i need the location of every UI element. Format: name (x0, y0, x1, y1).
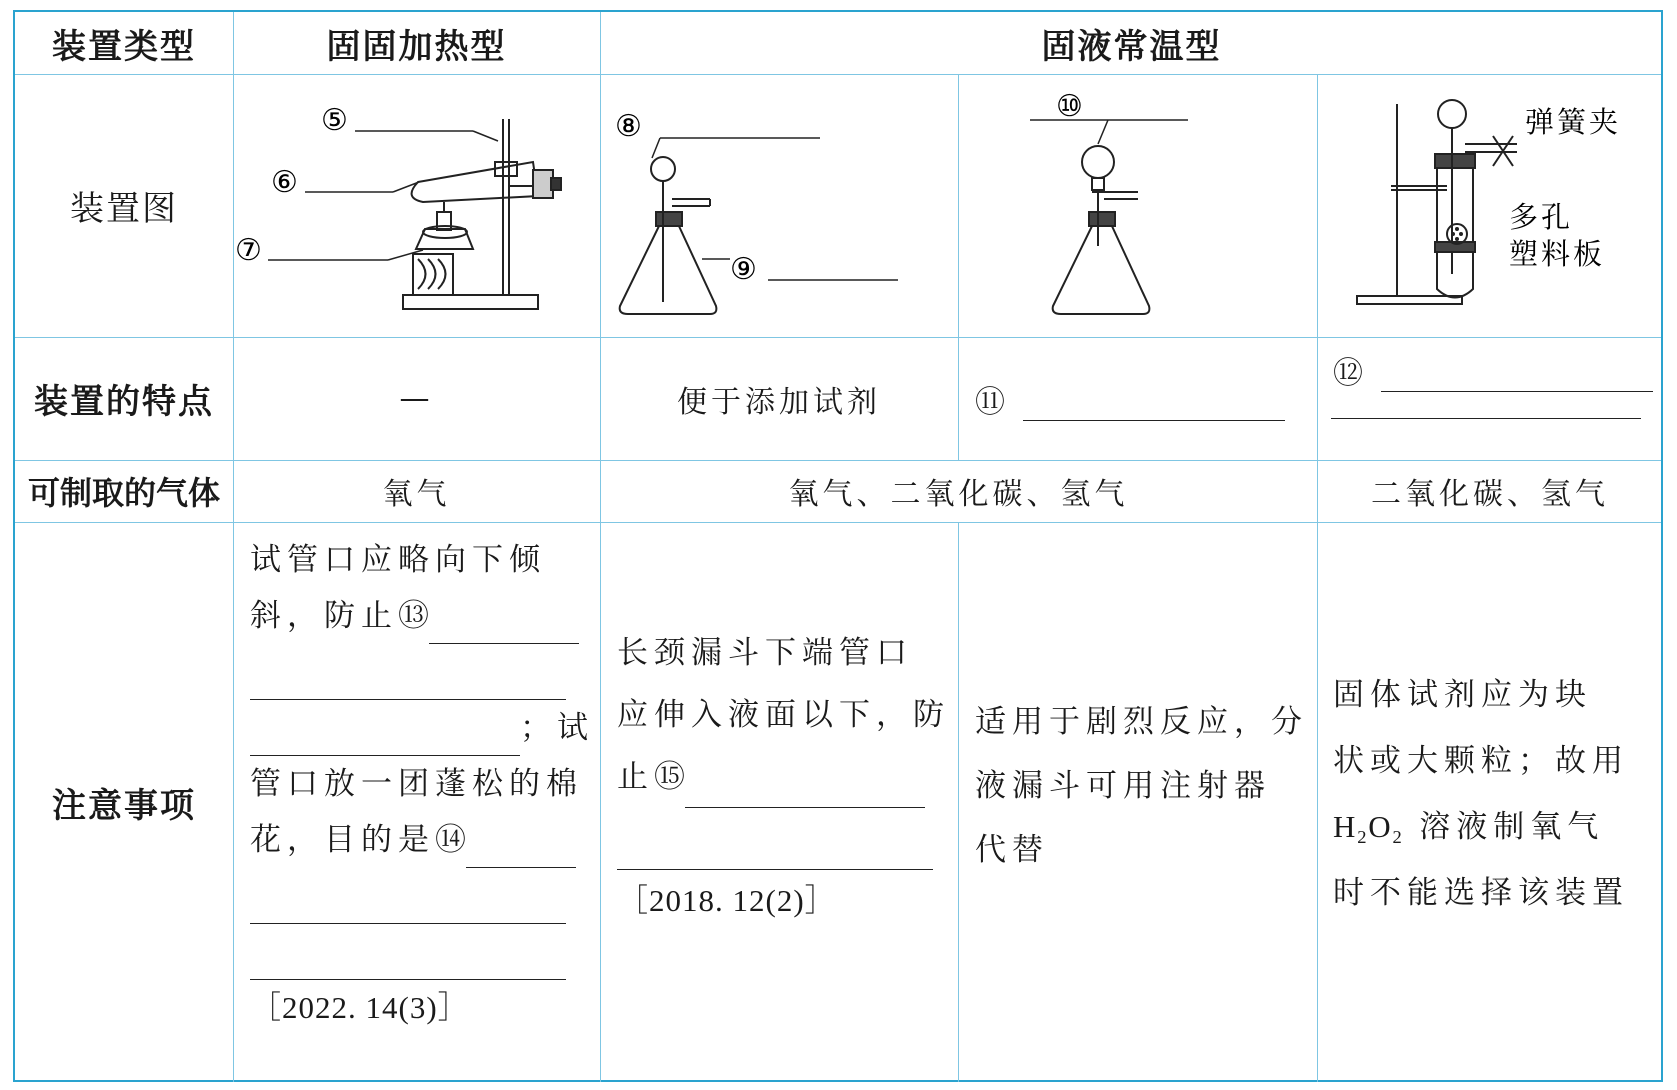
apparatus-table (13, 10, 1663, 1082)
note-num-14: ⑭ (435, 822, 466, 858)
label-7: ⑦ (235, 233, 262, 268)
notes-col2 (617, 622, 950, 932)
note-num-13: ⑬ (398, 598, 429, 634)
notes-col3 (975, 690, 1310, 882)
feature-col4 (1333, 348, 1653, 392)
answer-blank (250, 725, 520, 756)
note-line: 液漏斗可用注射器 (975, 768, 1271, 804)
note-text: 止 (617, 759, 654, 795)
note-line: 固体试剂应为块 (1333, 677, 1592, 713)
notes-col1 (250, 532, 594, 1036)
answer-blank (250, 669, 566, 700)
label-5: ⑤ (321, 103, 348, 138)
gas-col1: 氧气 (382, 477, 451, 512)
label-9: ⑨ (730, 252, 757, 287)
row-label-gas: 可制取的气体 (27, 474, 220, 512)
note-num-15: ⑮ (654, 759, 685, 795)
label-porous-1: 多孔 (1509, 200, 1574, 234)
answer-blank (685, 777, 925, 808)
col-divider (958, 522, 959, 1082)
header-solid-heating: 固固加热型 (326, 26, 507, 67)
row-label-notes: 注意事项 (52, 785, 196, 826)
note-line (250, 644, 590, 700)
note-text: 花，目的是 (250, 822, 435, 858)
solid-heating-apparatus (233, 74, 600, 337)
note-line (617, 808, 947, 870)
feature-col3-num: ⑪ (975, 385, 1009, 420)
note-line: 代替 (975, 832, 1049, 868)
note-text: 溶液制氧气 (1403, 809, 1605, 845)
note-line: 长颈漏斗下端管口 (617, 635, 913, 671)
note-line: 时不能选择该装置 (1333, 875, 1629, 911)
note-line (617, 746, 947, 808)
note-line: 适用于剧烈反应，分 (975, 704, 1308, 740)
header-device-type: 装置类型 (52, 26, 196, 67)
label-10: ⑩ (1056, 89, 1083, 124)
answer-blank (250, 893, 566, 924)
note-line (250, 588, 590, 644)
long-funnel-apparatus (600, 74, 958, 337)
row-divider (15, 522, 1661, 523)
label-8: ⑧ (615, 109, 642, 144)
feature-col4-num: ⑫ (1333, 356, 1367, 391)
header-solid-liquid: 固液常温型 (1041, 26, 1222, 67)
feature-col3 (975, 377, 1285, 421)
note-reference: ［2018. 12(2)］ (617, 883, 837, 918)
answer-blank (429, 613, 579, 644)
note-line (1333, 794, 1653, 860)
label-spring-clip: 弹簧夹 (1525, 105, 1622, 139)
note-line: 试管口应略向下倾 (250, 542, 546, 578)
note-line: 状或大颗粒；故用 (1333, 743, 1629, 779)
feature-col2: 便于添加试剂 (677, 384, 881, 420)
note-line: 应伸入液面以下，防 (617, 697, 950, 733)
label-6: ⑥ (271, 165, 298, 200)
answer-blank (617, 839, 933, 870)
feature-col1: — (399, 381, 434, 416)
answer-blank (1381, 361, 1653, 392)
note-line (250, 812, 590, 868)
row-label-feature: 装置的特点 (34, 382, 214, 422)
label-porous-2: 塑料板 (1509, 237, 1606, 271)
note-text: 斜，防止 (250, 598, 398, 634)
note-reference: ［2022. 14(3)］ (250, 990, 470, 1025)
note-line: 管口放一团蓬松的棉 (250, 766, 583, 802)
gas-col4: 二氧化碳、氢气 (1371, 477, 1609, 512)
note-text: ；试 (520, 710, 594, 746)
separatory-funnel-apparatus (958, 74, 1317, 337)
note-line (250, 868, 590, 924)
answer-blank (1023, 390, 1285, 421)
h2o2-formula: H₂O₂ (1333, 809, 1404, 844)
answer-blank (466, 837, 576, 868)
gas-col23: 氧气、二氧化碳、氢气 (788, 477, 1129, 512)
controlled-apparatus (1317, 74, 1663, 337)
row-label-diagram: 装置图 (70, 189, 178, 229)
note-line (250, 924, 590, 980)
note-line (250, 700, 594, 756)
answer-blank (250, 949, 566, 980)
answer-blank (1331, 418, 1641, 419)
notes-col4 (1333, 662, 1653, 926)
